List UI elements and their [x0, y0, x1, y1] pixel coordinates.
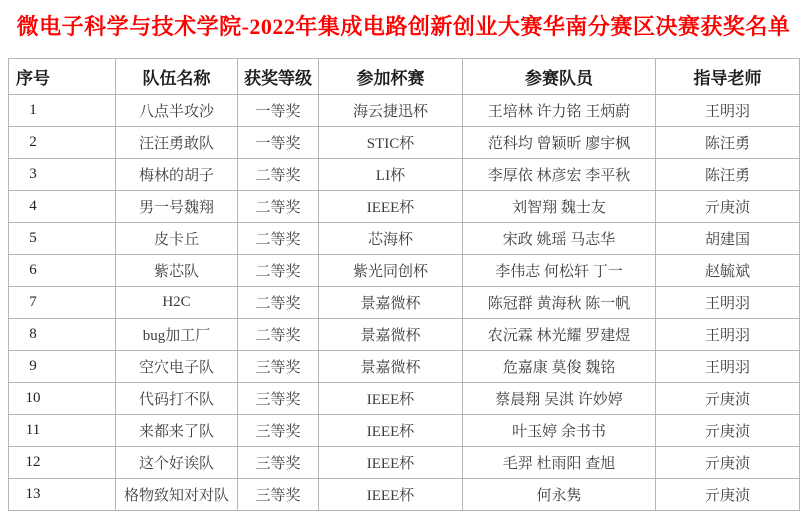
- team-members: 农沅霖 林光耀 罗建煜: [463, 319, 656, 351]
- row-number: 3: [9, 159, 116, 191]
- award-level: 三等奖: [238, 479, 319, 511]
- column-header-award-level: 获奖等级: [238, 59, 319, 95]
- table-row: [9, 159, 800, 191]
- award-level: 二等奖: [238, 223, 319, 255]
- award-table: [8, 58, 800, 511]
- row-number: 6: [9, 255, 116, 287]
- team-name: 代码打不队: [116, 383, 238, 415]
- cup-name: 紫光同创杯: [319, 255, 463, 287]
- award-level: 二等奖: [238, 319, 319, 351]
- advisor: 王明羽: [656, 287, 800, 319]
- cup-name: 芯海杯: [319, 223, 463, 255]
- row-number: 1: [9, 95, 116, 127]
- team-name: 男一号魏翔: [116, 191, 238, 223]
- advisor: 亓庚浈: [656, 479, 800, 511]
- advisor: 王明羽: [656, 95, 800, 127]
- column-header-row-number: 序号: [9, 59, 116, 95]
- team-name: 梅林的胡子: [116, 159, 238, 191]
- column-header-cup-name: 参加杯赛: [319, 59, 463, 95]
- team-members: 毛羿 杜雨阳 查旭: [463, 447, 656, 479]
- advisor: 赵毓斌: [656, 255, 800, 287]
- advisor: 王明羽: [656, 351, 800, 383]
- row-number: 11: [9, 415, 116, 447]
- column-header-team-name: 队伍名称: [116, 59, 238, 95]
- cup-name: STIC杯: [319, 127, 463, 159]
- row-number: 2: [9, 127, 116, 159]
- cup-name: LI杯: [319, 159, 463, 191]
- cup-name: IEEE杯: [319, 415, 463, 447]
- table-row: [9, 255, 800, 287]
- cup-name: IEEE杯: [319, 447, 463, 479]
- team-members: 宋政 姚瑶 马志华: [463, 223, 656, 255]
- award-level: 三等奖: [238, 415, 319, 447]
- award-level: 二等奖: [238, 255, 319, 287]
- cup-name: 景嘉微杯: [319, 351, 463, 383]
- table-row: [9, 191, 800, 223]
- team-members: 李伟志 何松轩 丁一: [463, 255, 656, 287]
- award-level: 一等奖: [238, 95, 319, 127]
- team-members: 危嘉康 莫俊 魏铭: [463, 351, 656, 383]
- team-members: 陈冠群 黄海秋 陈一帆: [463, 287, 656, 319]
- team-members: 何永隽: [463, 479, 656, 511]
- award-level: 一等奖: [238, 127, 319, 159]
- advisor: 亓庚浈: [656, 383, 800, 415]
- award-level: 三等奖: [238, 351, 319, 383]
- table-row: [9, 447, 800, 479]
- advisor: 亓庚浈: [656, 447, 800, 479]
- table-head: [9, 59, 800, 95]
- header-row: [9, 59, 800, 95]
- row-number: 7: [9, 287, 116, 319]
- advisor: 陈汪勇: [656, 127, 800, 159]
- row-number: 13: [9, 479, 116, 511]
- award-level: 三等奖: [238, 383, 319, 415]
- award-level: 二等奖: [238, 191, 319, 223]
- team-members: 刘智翔 魏士友: [463, 191, 656, 223]
- table-body: [9, 95, 800, 511]
- row-number: 9: [9, 351, 116, 383]
- team-name: bug加工厂: [116, 319, 238, 351]
- cup-name: 景嘉微杯: [319, 287, 463, 319]
- team-members: 李厚依 林彦宏 李平秋: [463, 159, 656, 191]
- team-name: 八点半攻沙: [116, 95, 238, 127]
- team-name: H2C: [116, 287, 238, 319]
- team-name: 空穴电子队: [116, 351, 238, 383]
- table-row: [9, 383, 800, 415]
- column-header-advisor: 指导老师: [656, 59, 800, 95]
- row-number: 4: [9, 191, 116, 223]
- team-name: 汪汪勇敢队: [116, 127, 238, 159]
- team-name: 来都来了队: [116, 415, 238, 447]
- row-number: 8: [9, 319, 116, 351]
- team-members: 蔡晨翔 吴淇 许妙婷: [463, 383, 656, 415]
- team-members: 王培林 许力铭 王炳蔚: [463, 95, 656, 127]
- advisor: 陈汪勇: [656, 159, 800, 191]
- table-row: [9, 223, 800, 255]
- advisor: 亓庚浈: [656, 191, 800, 223]
- table-row: [9, 415, 800, 447]
- cup-name: IEEE杯: [319, 191, 463, 223]
- column-header-team-members: 参赛队员: [463, 59, 656, 95]
- row-number: 12: [9, 447, 116, 479]
- award-level: 三等奖: [238, 447, 319, 479]
- table-row: [9, 127, 800, 159]
- cup-name: IEEE杯: [319, 479, 463, 511]
- team-name: 皮卡丘: [116, 223, 238, 255]
- table-row: [9, 287, 800, 319]
- advisor: 胡建国: [656, 223, 800, 255]
- table-row: [9, 95, 800, 127]
- cup-name: IEEE杯: [319, 383, 463, 415]
- row-number: 5: [9, 223, 116, 255]
- table-row: [9, 479, 800, 511]
- team-name: 格物致知对对队: [116, 479, 238, 511]
- team-members: 范科均 曾颖昕 廖宇枫: [463, 127, 656, 159]
- row-number: 10: [9, 383, 116, 415]
- document-title: 微电子科学与技术学院-2022年集成电路创新创业大赛华南分赛区决赛获奖名单: [16, 14, 791, 39]
- advisor: 亓庚浈: [656, 415, 800, 447]
- advisor: 王明羽: [656, 319, 800, 351]
- table-row: [9, 351, 800, 383]
- cup-name: 景嘉微杯: [319, 319, 463, 351]
- team-members: 叶玉婷 余书书: [463, 415, 656, 447]
- team-name: 这个好诶队: [116, 447, 238, 479]
- cup-name: 海云捷迅杯: [319, 95, 463, 127]
- award-level: 二等奖: [238, 159, 319, 191]
- table-row: [9, 319, 800, 351]
- team-name: 紫芯队: [116, 255, 238, 287]
- award-level: 二等奖: [238, 287, 319, 319]
